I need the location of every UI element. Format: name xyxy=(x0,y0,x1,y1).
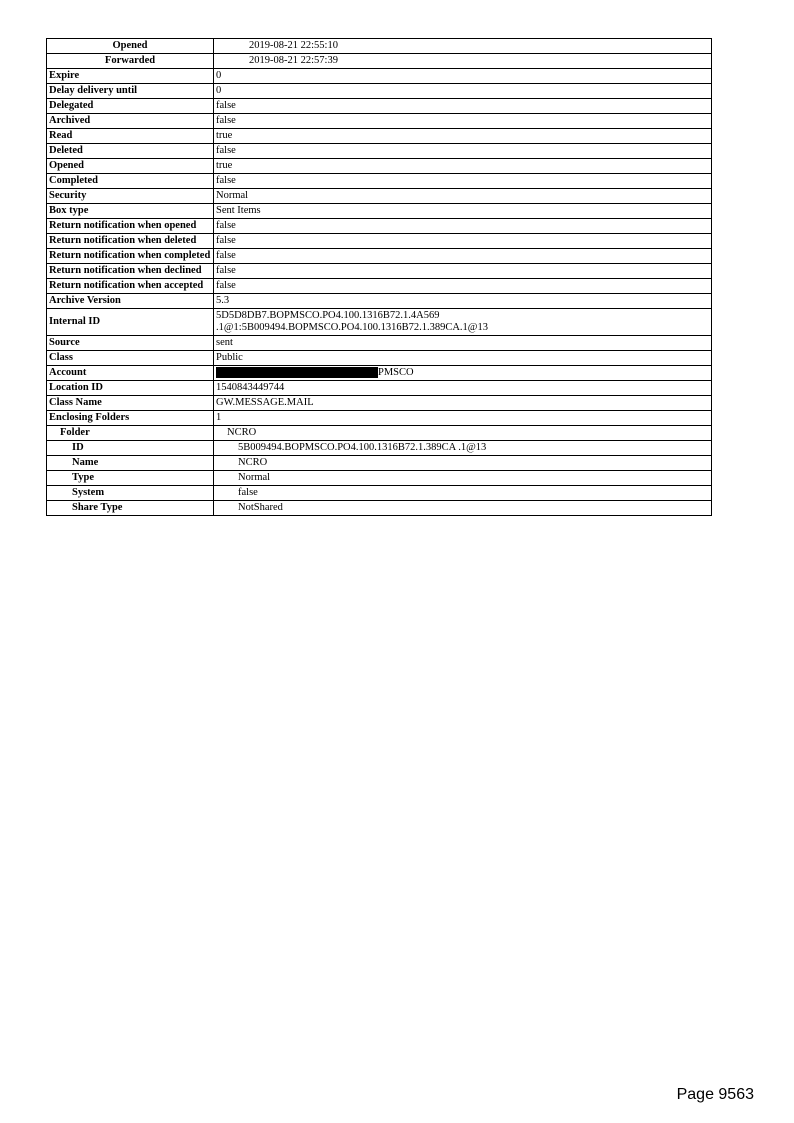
table-row xyxy=(47,426,712,441)
row-value: 1540843449744 xyxy=(214,381,712,396)
table-row xyxy=(47,39,712,54)
table-row xyxy=(47,69,712,84)
row-label: Return notification when completed xyxy=(47,249,214,264)
row-value: false xyxy=(214,279,712,294)
row-label: Location ID xyxy=(47,381,214,396)
row-value: 5.3 xyxy=(214,294,712,309)
row-label: Opened xyxy=(47,159,214,174)
row-value xyxy=(214,366,712,381)
table-row xyxy=(47,129,712,144)
row-value: 2019-08-21 22:55:10 xyxy=(214,39,712,54)
table-row xyxy=(47,486,712,501)
table-row xyxy=(47,84,712,99)
row-label: Folder xyxy=(47,426,214,441)
row-label: Name xyxy=(47,456,214,471)
row-value: Sent Items xyxy=(214,204,712,219)
row-label: ID xyxy=(47,441,214,456)
row-label: Share Type xyxy=(47,501,214,516)
row-label: Read xyxy=(47,129,214,144)
row-value: NCRO xyxy=(214,456,712,471)
row-label: Return notification when opened xyxy=(47,219,214,234)
row-value: false xyxy=(214,174,712,189)
row-value: sent xyxy=(214,336,712,351)
row-label: Archive Version xyxy=(47,294,214,309)
row-value: false xyxy=(214,114,712,129)
redaction-block xyxy=(216,367,378,378)
table-row xyxy=(47,441,712,456)
row-label: Class xyxy=(47,351,214,366)
table-row xyxy=(47,204,712,219)
row-value: false xyxy=(214,234,712,249)
row-value: NotShared xyxy=(214,501,712,516)
row-label: Archived xyxy=(47,114,214,129)
table-row xyxy=(47,174,712,189)
table-row xyxy=(47,159,712,174)
table-row xyxy=(47,99,712,114)
table-row xyxy=(47,279,712,294)
row-value: Public xyxy=(214,351,712,366)
table-row xyxy=(47,144,712,159)
row-label: Opened xyxy=(47,39,214,54)
table-row xyxy=(47,54,712,69)
row-label: Completed xyxy=(47,174,214,189)
row-label: Deleted xyxy=(47,144,214,159)
row-value: false xyxy=(214,144,712,159)
row-label: Account xyxy=(47,366,214,381)
row-value: false xyxy=(214,99,712,114)
table-row xyxy=(47,189,712,204)
properties-table xyxy=(46,38,712,516)
row-value: Normal xyxy=(214,471,712,486)
table-row xyxy=(47,114,712,129)
table-row xyxy=(47,381,712,396)
row-value: 2019-08-21 22:57:39 xyxy=(214,54,712,69)
table-row xyxy=(47,249,712,264)
row-label: Return notification when accepted xyxy=(47,279,214,294)
row-label: Delay delivery until xyxy=(47,84,214,99)
table-row xyxy=(47,411,712,426)
row-label: Return notification when deleted xyxy=(47,234,214,249)
row-label: Class Name xyxy=(47,396,214,411)
table-row xyxy=(47,351,712,366)
row-value: 1 xyxy=(214,411,712,426)
row-value: false xyxy=(214,264,712,279)
row-value: 5D5D8DB7.BOPMSCO.PO4.100.1316B72.1.4A569 .1@1:5B009494.BOPMSCO.PO4.100.1316B72.1.389CA.1@13 xyxy=(214,309,712,336)
table-row xyxy=(47,336,712,351)
row-label: Forwarded xyxy=(47,54,214,69)
table-row xyxy=(47,501,712,516)
account-value: PMSCO xyxy=(378,367,414,378)
row-label: Box type xyxy=(47,204,214,219)
row-value: false xyxy=(214,486,712,501)
row-value: 0 xyxy=(214,69,712,84)
table-row xyxy=(47,309,712,336)
table-row xyxy=(47,219,712,234)
row-value: 5B009494.BOPMSCO.PO4.100.1316B72.1.389CA .1@13 xyxy=(214,441,712,456)
table-row xyxy=(47,264,712,279)
row-value: NCRO xyxy=(214,426,712,441)
properties-sheet xyxy=(46,38,712,516)
row-value: GW.MESSAGE.MAIL xyxy=(214,396,712,411)
table-row xyxy=(47,366,712,381)
table-row xyxy=(47,294,712,309)
row-label: Type xyxy=(47,471,214,486)
table-row xyxy=(47,471,712,486)
row-label: Security xyxy=(47,189,214,204)
table-row xyxy=(47,234,712,249)
row-label: Expire xyxy=(47,69,214,84)
page-number: Page 9563 xyxy=(676,1086,754,1103)
row-value: false xyxy=(214,219,712,234)
table-row xyxy=(47,396,712,411)
row-value: Normal xyxy=(214,189,712,204)
row-value: 0 xyxy=(214,84,712,99)
row-label: Enclosing Folders xyxy=(47,411,214,426)
row-value: true xyxy=(214,159,712,174)
row-label: Return notification when declined xyxy=(47,264,214,279)
row-value: false xyxy=(214,249,712,264)
table-row xyxy=(47,456,712,471)
row-value: true xyxy=(214,129,712,144)
row-label: System xyxy=(47,486,214,501)
row-label: Source xyxy=(47,336,214,351)
row-label: Internal ID xyxy=(47,309,214,336)
row-label: Delegated xyxy=(47,99,214,114)
